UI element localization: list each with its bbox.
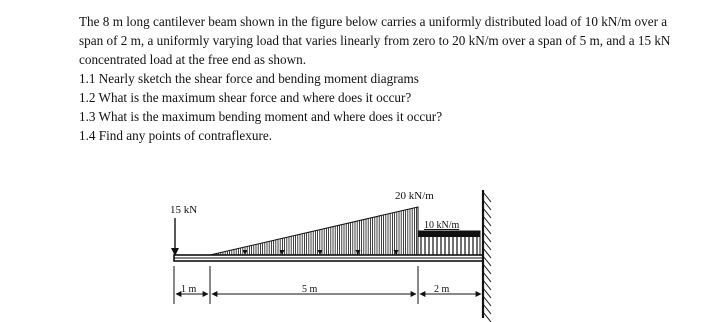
uvl-max-label: 20 kN/m: [395, 190, 434, 202]
udl-block: [418, 231, 480, 255]
uvl-triangle: [210, 207, 418, 255]
wall-hatch-line: [483, 192, 491, 202]
fixed-support-wall: [483, 190, 491, 322]
wall-hatch-line: [483, 208, 491, 218]
wall-hatch-line: [483, 280, 491, 290]
point-load-arrow: [171, 218, 179, 256]
dim-label-1m: 1 m: [181, 284, 197, 295]
wall-hatch-line: [483, 304, 491, 314]
wall-hatch-line: [483, 224, 491, 234]
question-1-2: 1.2 What is the maximum shear force and where does it occur?: [79, 90, 412, 105]
problem-statement: The 8 m long cantilever beam shown in the figure below carries a uniformly distributed load of 10 kN/m over a span of 2 m, a uniformly varying load that varies linearly from zero to 20 kN/m over a span of 5 m, and a 15 kN concentrated load at the free end as shown.: [79, 14, 671, 67]
wall-hatch-line: [483, 248, 491, 258]
question-1-4: 1.4 Find any points of contraflexure.: [79, 128, 273, 143]
wall-hatch-line: [483, 200, 491, 210]
wall-hatch-line: [483, 264, 491, 274]
udl-label: 10 kN/m: [424, 220, 460, 231]
wall-hatch-line: [483, 312, 491, 322]
dim-label-5m: 5 m: [302, 284, 318, 295]
wall-hatch-line: [483, 272, 491, 282]
point-load-label: 15 kN: [170, 204, 198, 216]
beam: [174, 255, 483, 261]
wall-hatch-line: [483, 288, 491, 298]
dim-label-2m: 2 m: [434, 284, 450, 295]
wall-hatch-line: [483, 256, 491, 266]
wall-hatch-line: [483, 296, 491, 306]
wall-hatch-line: [483, 216, 491, 226]
wall-hatch-line: [483, 232, 491, 242]
wall-hatch-line: [483, 240, 491, 250]
question-1-1: 1.1 Nearly sketch the shear force and bending moment diagrams: [79, 71, 419, 86]
question-1-3: 1.3 What is the maximum bending moment and where does it occur?: [79, 109, 443, 124]
